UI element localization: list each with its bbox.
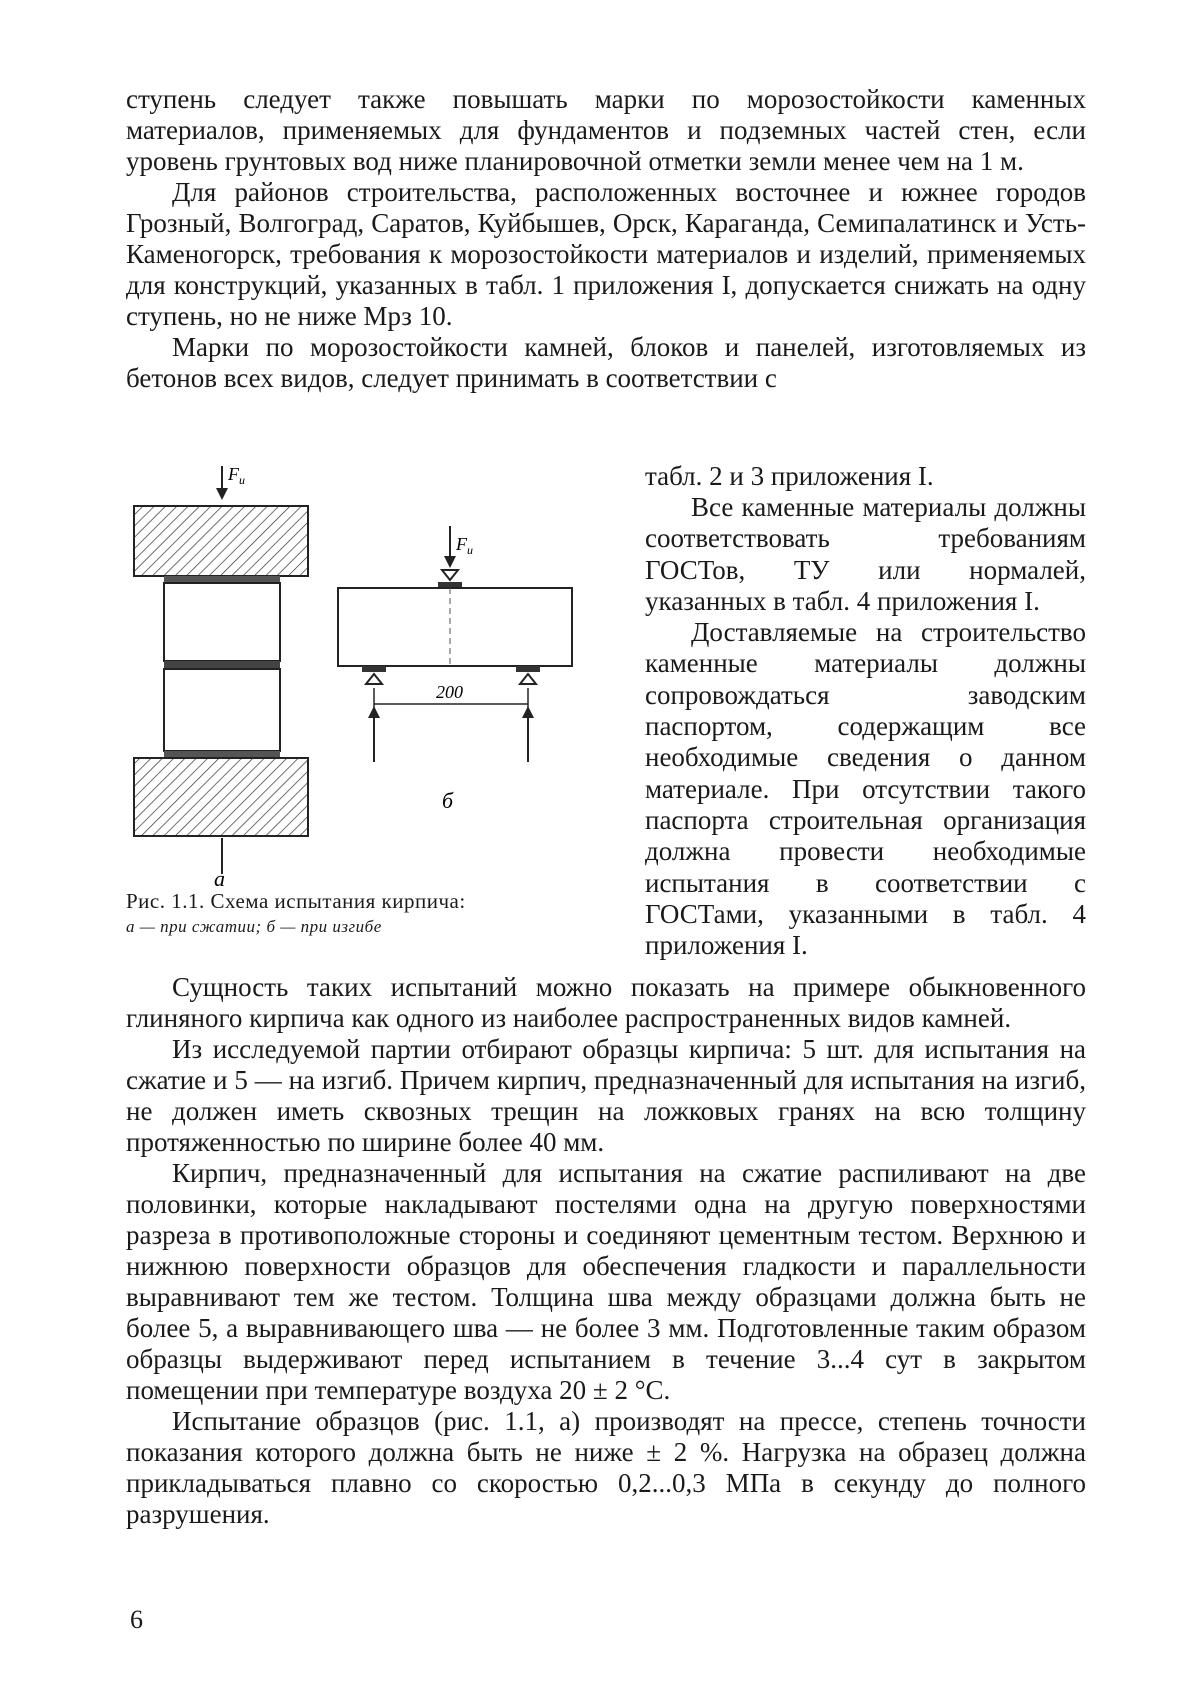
brick-half-upper [164, 583, 280, 661]
page-number: 6 [130, 1605, 143, 1634]
paragraph-continuation: табл. 2 и 3 приложения I. [645, 461, 934, 491]
force-label-b: $F_u$ [456, 534, 473, 557]
levelling-layer-top [164, 576, 280, 583]
paragraph: Доставляемые на строительство каменные материалы должны сопровождаться заводским паспортом, содержащим все необходимые сведения о данном материале. При отсутствии такого паспорта строительная организация должна провести необходимые испытания в соответствии с ГОСТами, указанными в табл. 4 приложения I. [645, 617, 1086, 961]
upper-press-plate [134, 506, 308, 576]
label-b: б [442, 788, 454, 813]
paragraph: Из исследуемой партии отбирают образцы кирпича: 5 шт. для испытания на сжатие и 5 — на изгиб. Причем кирпич, предназначенный для испытания на изгиб, не должен иметь сквозных трещин на ложковых гранях на всю толщину протяженностью по ширине более 40 мм. [126, 1034, 1086, 1157]
lower-press-plate [134, 758, 308, 836]
bending-test-diagram [338, 526, 572, 813]
paragraph: Кирпич, предназначенный для испытания на сжатие распиливают на две половинки, которые накладывают постелями одна на другую поверхностями разреза в противоположные стороны и соединяют цементным тестом. Верхнюю и нижнюю поверхности образцов для обеспечения гладкости и параллельности выравнивают тем же тестом. Толщина шва между образцами должна быть не более 5, а выравнивающего шва — не более 3 мм. Подготовленные таким образом образцы выдерживают перед испытанием в течение 3...4 сут в закрытом помещении при температуре воздуха 20 ± 2 °С. [126, 1158, 1086, 1405]
force-label-a: $F_u$ [228, 466, 245, 487]
paragraph: Испытание образцов (рис. 1.1, а) производят на прессе, степень точности показания которого должна быть не ниже ± 2 %. Нагрузка на образец должна прикладываться плавно со скоростью 0,2...0,3 МПа в секунду до полного разрушения. [126, 1406, 1086, 1529]
top-text-block [126, 84, 1086, 394]
brick-half-lower [164, 669, 280, 751]
paragraph: ступень следует также повышать марки по морозостойкости каменных материалов, применяемых для фундаментов и подземных частей стен, если уровень грунтовых вод ниже планировочной отметки земли менее чем на 1 м. [126, 84, 1086, 176]
compression-test-diagram [134, 466, 308, 886]
figure-caption-subtitle: а — при сжатии; б — при изгибе [126, 917, 382, 936]
label-a: а [214, 866, 225, 886]
bottom-text-block [126, 972, 1086, 1530]
brick-specimen [338, 588, 572, 666]
paragraph: Все каменные материалы должны соответствовать требованиям ГОСТов, ТУ или нормалей, указанных в табл. 4 приложения I. [645, 492, 1086, 616]
paragraph: Сущность таких испытаний можно показать на примере обыкновенного глиняного кирпича как одного из наиболее распространенных видов камней. [126, 972, 1086, 1033]
figure-drawing [126, 466, 636, 886]
paragraph: Марки по морозостойкости камней, блоков и панелей, изготовляемых из бетонов всех видов, следует принимать в соответствии с [126, 332, 1086, 393]
figure-caption [126, 888, 626, 940]
mortar-joint [164, 661, 280, 669]
figure-caption-title: Рис. 1.1. Схема испытания кирпича: [126, 889, 466, 913]
span-dimension: 200 [436, 682, 463, 702]
paragraph: Для районов строительства, расположенных восточнее и южнее городов Грозный, Волгоград, Саратов, Куйбышев, Орск, Караганда, Семипалатинск и Усть-Каменогорск, требования к морозостойкости материалов и изделий, применяемых для конструкций, указанных в табл. 1 приложения I, допускается снижать на одну ступень, но не ниже Мрз 10. [126, 177, 1086, 331]
support-left [366, 674, 382, 684]
levelling-layer-bottom [164, 751, 280, 758]
side-text-column [645, 492, 1086, 961]
figure-brick-test-scheme [126, 466, 636, 886]
support-right [520, 674, 536, 684]
